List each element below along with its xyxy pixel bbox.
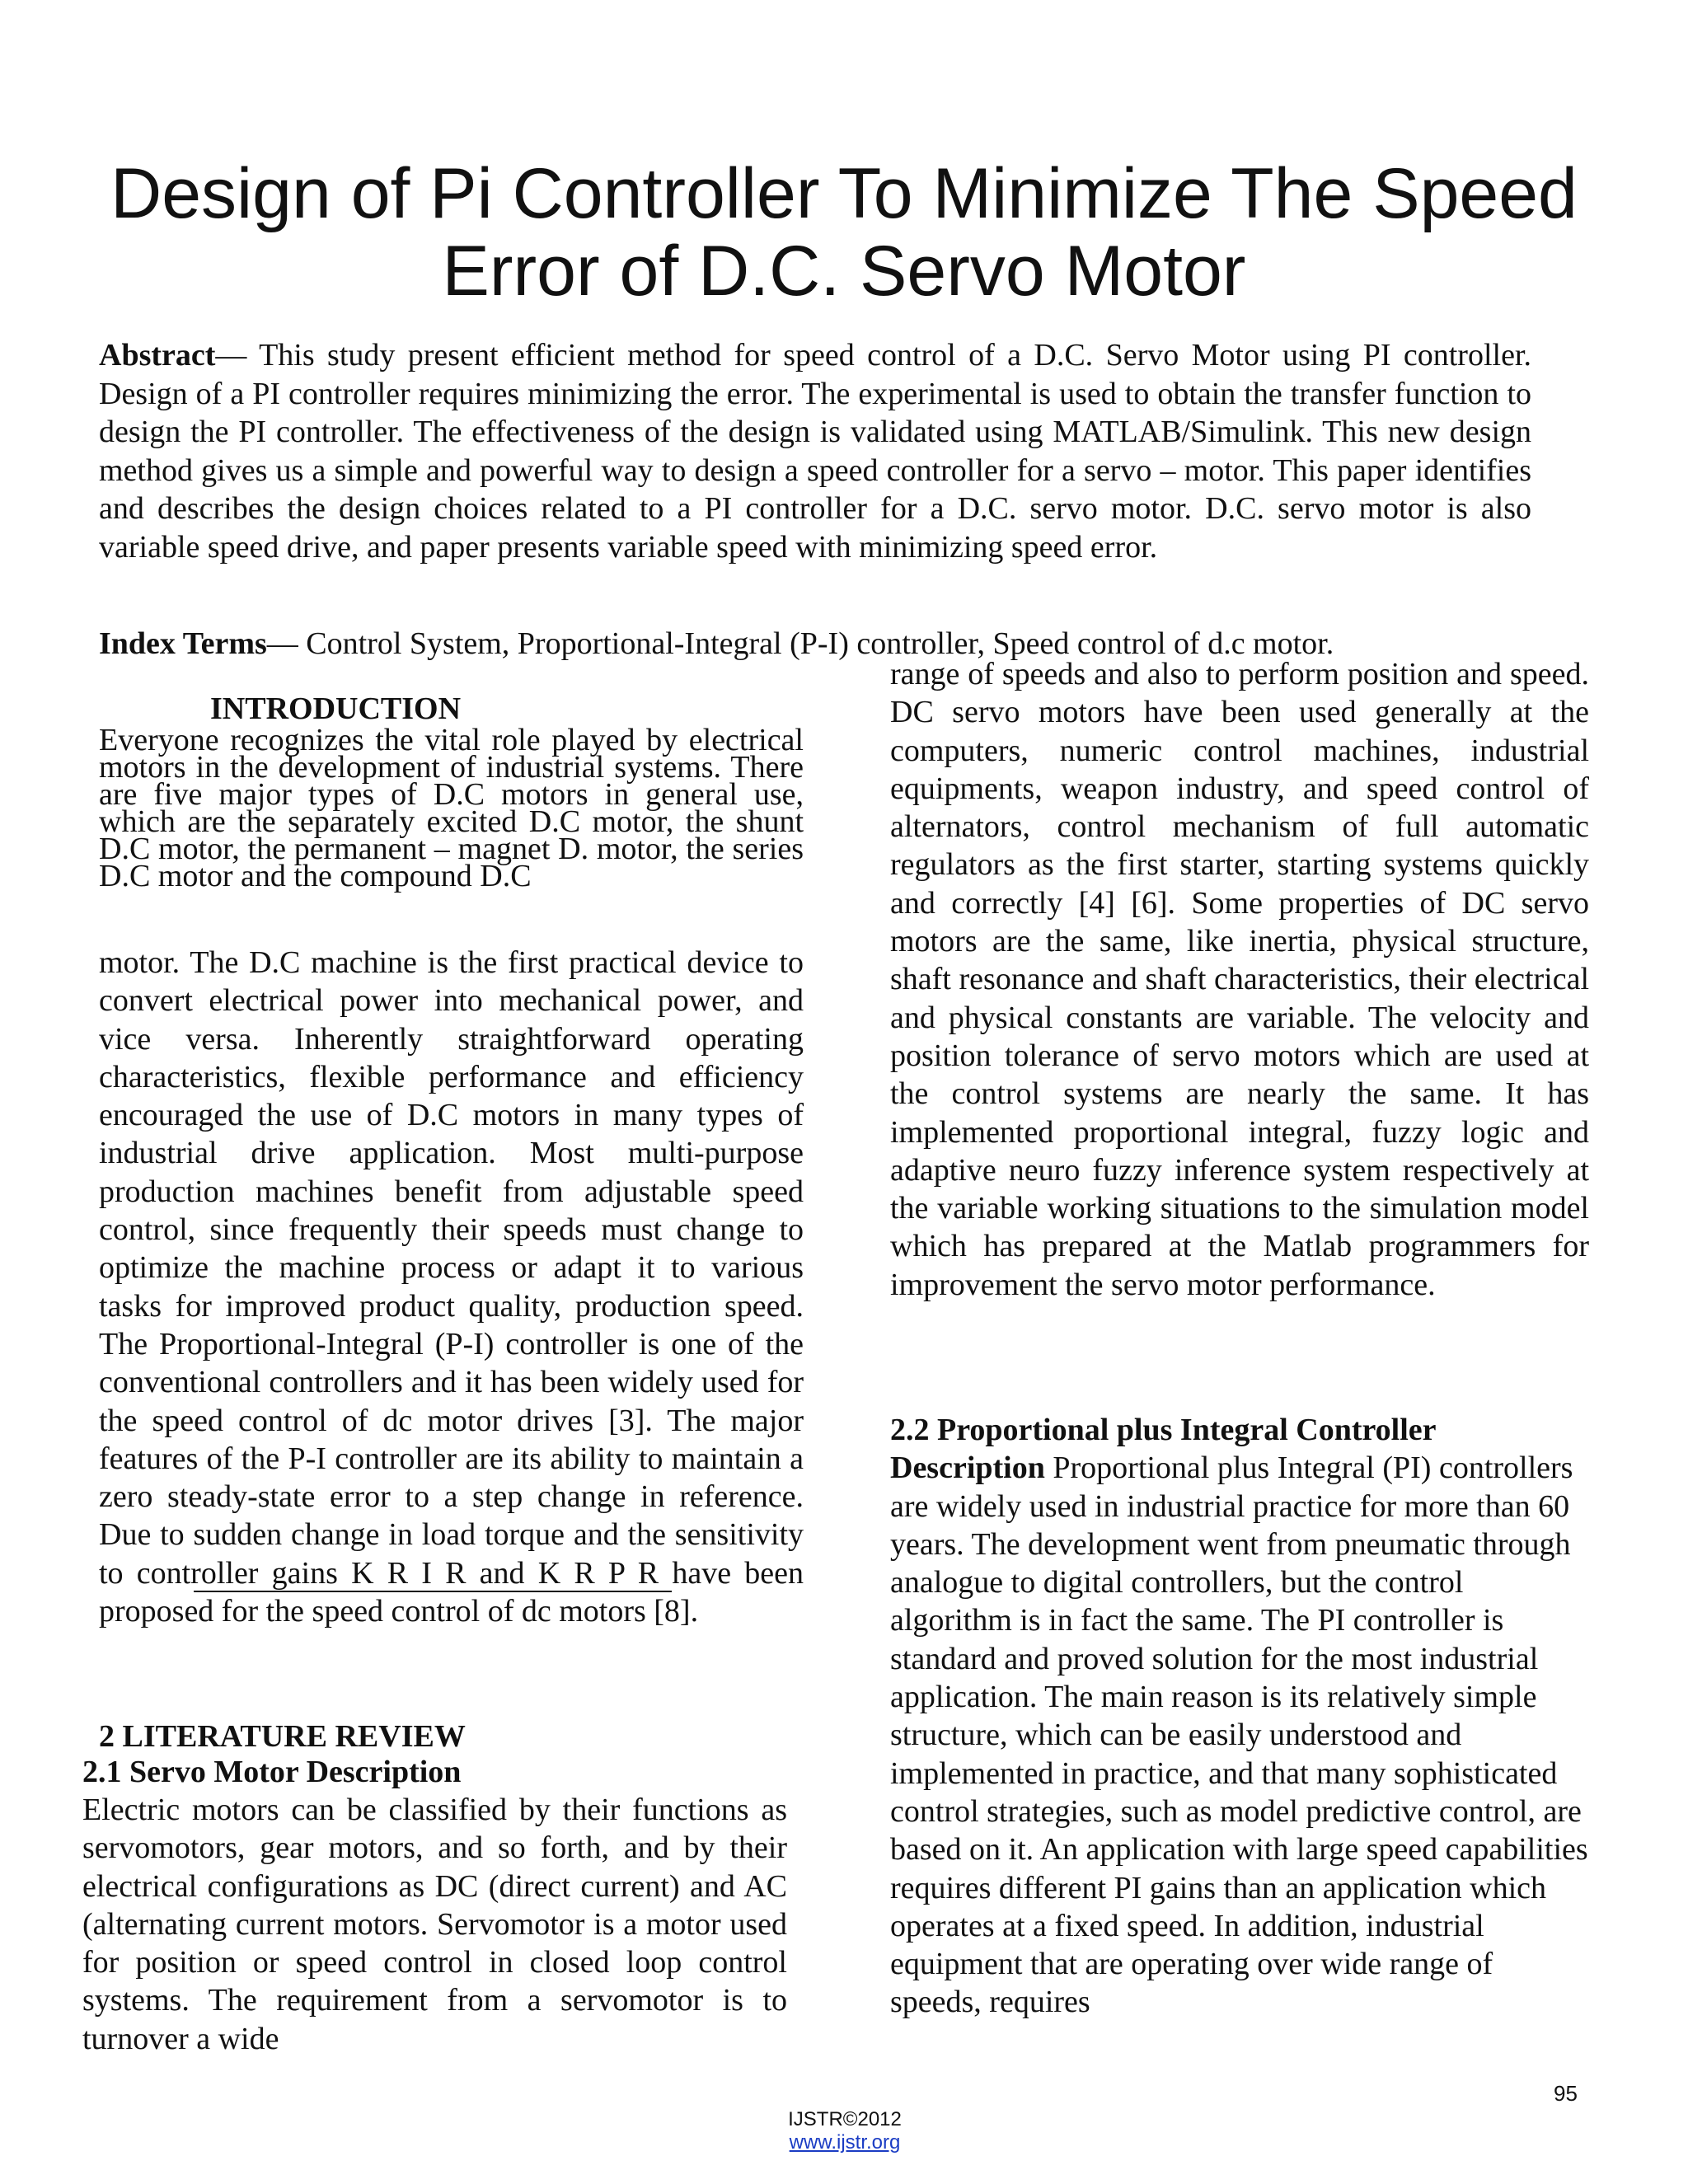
gain-underline <box>194 1591 672 1592</box>
index-terms-text: — Control System, Proportional-Integral (P-I) controller, Speed control of d.c motor. <box>266 626 1334 661</box>
footer-copyright: IJSTR©2012 <box>788 2108 902 2130</box>
servo-motor-description-heading: 2.1 Servo Motor Description <box>82 1755 462 1789</box>
title-line-2: Error of D.C. Servo Motor <box>442 232 1246 311</box>
literature-review-heading: 2 LITERATURE REVIEW <box>99 1719 466 1754</box>
introduction-paragraph-1: Everyone recognizes the vital role played by electrical motors in the development of industrial systems. There are five major types of D.C motors in general use, which are the separately excited D.C motor, the shunt D.C motor, the permanent – magnet D. motor, the series D.C motor and the compound D.C <box>99 723 804 893</box>
paper-title <box>99 155 1589 310</box>
pi-controller-text: Proportional plus Integral (PI) controllers are widely used in industrial practice for more than 60 years. The development went from pneumatic through analogue to digital controllers, but the control algorithm is in fact the same. The PI controller is standard and proved solution for the most industrial application. The main reason is its relatively simple structure, which can be easily understood and implemented in practice, and that many sophisticated control strategies, such as model predictive control, are based on it. An application with large speed capabilities requires different PI gains than an application which operates at a fixed speed. In addition, industrial equipment that are operating over wide range of speeds, requires <box>890 1451 1588 2020</box>
pi-controller-section <box>890 1411 1589 2022</box>
page-number: 95 <box>1554 2081 1578 2106</box>
pi-controller-heading-line-2: Description <box>890 1451 1045 1486</box>
abstract <box>99 336 1531 566</box>
right-column-paragraph: range of speeds and also to perform position and speed. DC servo motors have been used generally at the computers, numeric control machines, industrial equipments, weapon industry, and speed control of alternators, control mechanism of full automatic regulators as the first starter, starting systems quickly and correctly [4] [6]. Some properties of DC servo motors are the same, like inertia, physical structure, shaft resonance and shaft characteristics, their electrical and physical constants are variable. The velocity and position tolerance of servo motors which are used at the control systems are nearly the same. It has implemented proportional integral, fuzzy logic and adaptive neuro fuzzy inference system respectively at the variable working situations to the simulation model which has prepared at the Matlab programmers for improvement the servo motor performance. <box>890 657 1589 1302</box>
introduction-heading: INTRODUCTION <box>210 691 462 726</box>
index-terms-label: Index Terms <box>99 626 267 661</box>
footer-url-link[interactable]: www.ijstr.org <box>789 2131 901 2154</box>
abstract-label: Abstract <box>99 338 216 373</box>
servo-motor-description-text: Electric motors can be classified by their functions as servomotors, gear motors, and so forth, and by their electrical configurations as DC (direct current) and AC (alternating current motors. Servomotor is a motor used for position or speed control in closed loop control systems. The requirement from a servomotor is to turnover a wide <box>82 1793 787 2056</box>
introduction-paragraph-2: motor. The D.C machine is the first practical device to convert electrical power into mechanical power, and vice versa. Inherently straightforward operating characteristics, flexible performance and efficiency encouraged the use of D.C motors in many types of industrial drive application. Most multi-purpose production machines benefit from adjustable speed control, since frequently their speeds must change to optimize the machine process or adapt it to various tasks for improved product quality, production speed. The Proportional-Integral (P-I) controller is one of the conventional controllers and it has been widely used for the speed control of dc motor drives [3]. The major features of the P-I controller are its ability to maintain a zero steady-state error to a step change in reference. Due to sudden change in load torque and the sensitivity to controller gains K R I R and K R P R have been proposed for the speed control of dc motors [8]. <box>99 945 804 1629</box>
title-line-1: Design of Pi Controller To Minimize The Speed <box>110 154 1578 233</box>
pi-controller-heading-line-1: 2.2 Proportional plus Integral Controller <box>890 1413 1437 1447</box>
abstract-text: — This study present efficient method for speed control of a D.C. Servo Motor using PI controller. Design of a PI controller requires minimizing the error. The experimental is used to obtain the transfer function to design the PI controller. The effectiveness of the design is validated using MATLAB/Simulink. This new design method gives us a simple and powerful way to design a speed controller for a servo – motor. This paper identifies and describes the design choices related to a PI controller for a D.C. servo motor. D.C. servo motor is also variable speed drive, and paper presents variable speed with minimizing speed error. <box>99 338 1531 565</box>
footer <box>742 2108 948 2154</box>
